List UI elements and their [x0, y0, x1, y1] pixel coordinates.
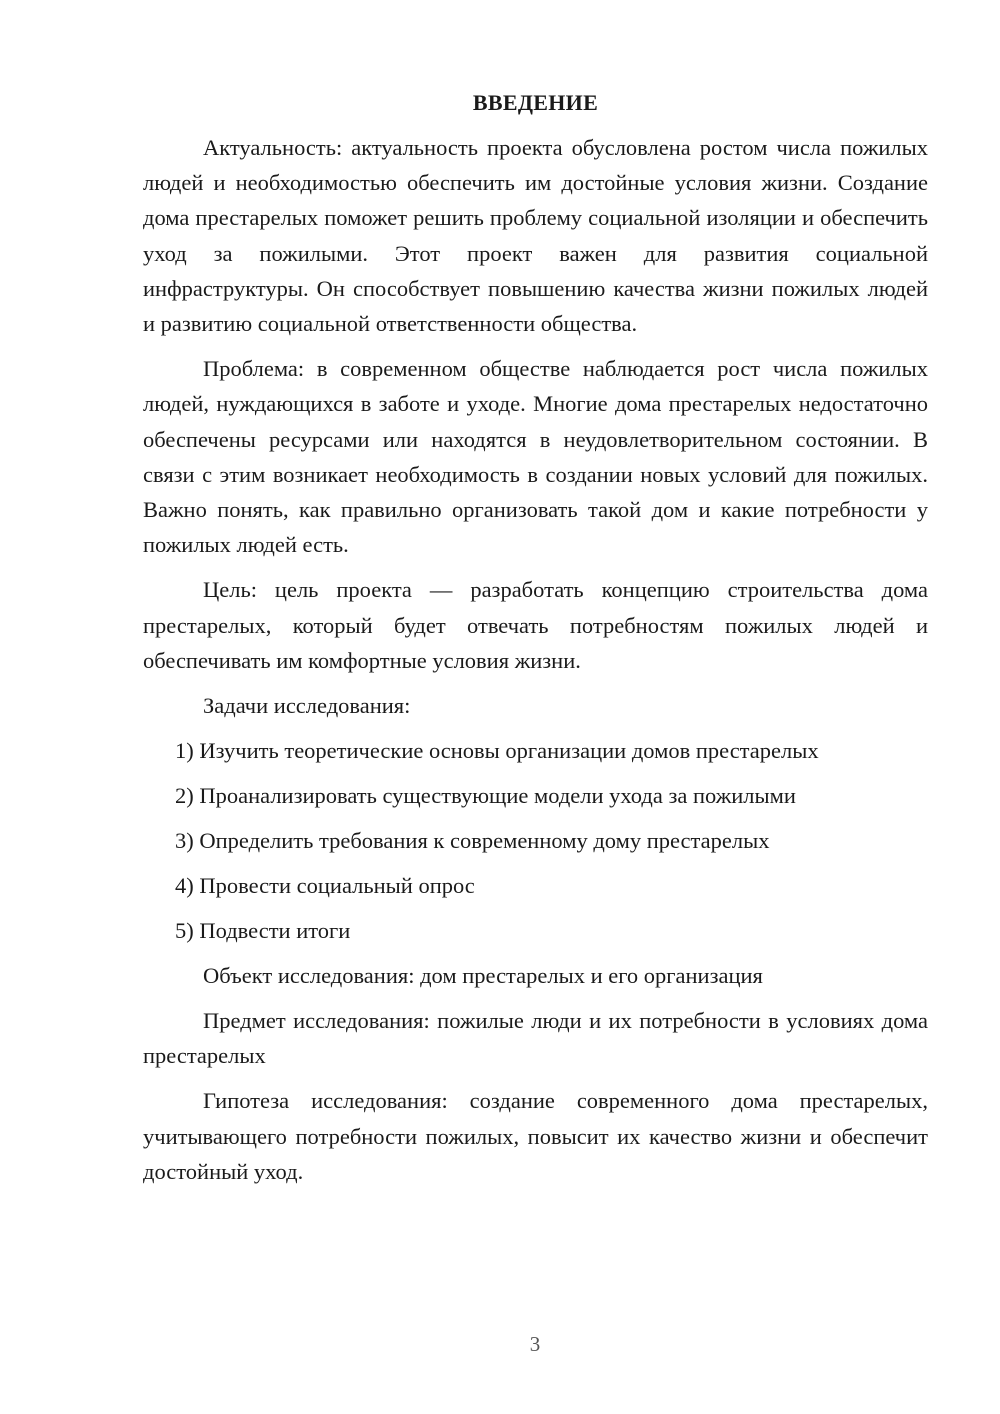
- task-item: 4) Провести социальный опрос: [175, 873, 475, 899]
- tasks-list: [143, 733, 928, 948]
- task-item: 3) Определить требования к современному дому престарелых: [175, 828, 770, 854]
- task-item: 1) Изучить теоретические основы организации домов престарелых: [175, 738, 819, 764]
- task-item: 5) Подвести итоги: [175, 918, 351, 944]
- tasks-title: Задачи исследования:: [203, 693, 411, 719]
- relevance-paragraph: Актуальность: актуальность проекта обусловлена ростом числа пожилых людей и необходимостью обеспечить им достойные условия жизни. Создание дома престарелых поможет решить проблему социальной изоляции и обеспечить уход за пожилыми. Этот проект важен для развития социальной инфраструктуры. Он способствует повышению качества жизни пожилых людей и развитию социальной ответственности общества.: [143, 135, 928, 337]
- document-page: [143, 88, 928, 1199]
- problem-paragraph: Проблема: в современном обществе наблюдается рост числа пожилых людей, нуждающихся в заботе и уходе. Многие дома престарелых недостаточно обеспечены ресурсами или находятся в неудовлетворительном состоянии. В связи с этим возникает необходимость в создании новых условий для пожилых. Важно понять, как правильно организовать такой дом и какие потребности у пожилых людей есть.: [143, 356, 928, 558]
- goal-paragraph: Цель: цель проекта — разработать концепцию строительства дома престарелых, который будет отвечать потребностям пожилых людей и обеспечивать им комфортные условия жизни.: [143, 577, 928, 673]
- hypothesis-paragraph: Гипотеза исследования: создание современного дома престарелых, учитывающего потребности пожилых, повысит их качество жизни и обеспечит достойный уход.: [143, 1088, 928, 1184]
- task-item: 2) Проанализировать существующие модели ухода за пожилыми: [175, 783, 796, 809]
- subject-paragraph: Предмет исследования: пожилые люди и их потребности в условиях дома престарелых: [143, 1008, 928, 1069]
- object-paragraph: Объект исследования: дом престарелых и его организация: [203, 963, 763, 989]
- section-heading: ВВЕДЕНИЕ: [472, 90, 599, 115]
- page-number: 3: [529, 1332, 541, 1356]
